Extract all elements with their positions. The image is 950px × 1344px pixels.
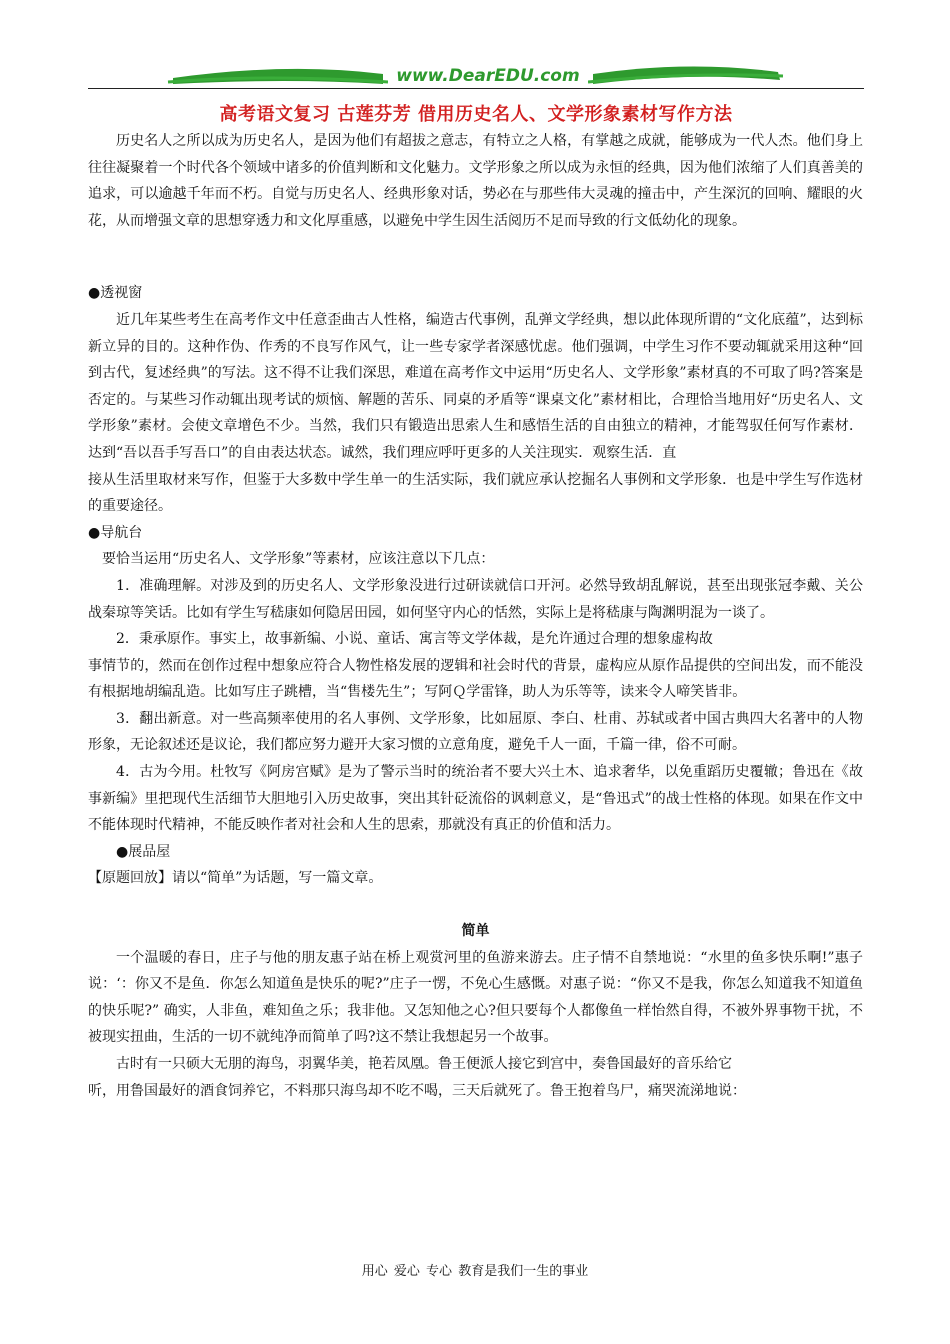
section-heading-exhibit: ●展品屋	[116, 843, 171, 860]
perspective-paragraph: 近几年某些考生在高考作文中任意歪曲古人性格，编造古代事例，乱弹文学经典，想以此体现所谓的“文化底蕴”，达到标新立异的目的。这种作伪、作秀的不良写作风气，让一些专家学者深感忧虑。他们强调，中学生习作不要动辄就采用这种“回到古代，复述经典”的写法。这不得不让我们深思，难道在高考作文中运用“历史名人、文学形象”素材真的不可取了吗?答案是否定的。与某些习作动辄出现考试的烦恼、解题的苦乐、同桌的矛盾等“课桌文化”素材相比，合理恰当地用好“历史名人、文学形象”素材。会使文章增色不少。当然，我们只有锻造出思索人生和感悟生活的自由独立的精神，才能驾驭任何写作素材．达到“吾以吾手写吾口”的自由表达状态。诚然，我们理应呼吁更多的人关注现实．观察生活．直	[88, 311, 863, 461]
essay-paragraph-1: 一个温暖的春日，庄子与他的朋友惠子站在桥上观赏河里的鱼游来游去。庄子情不自禁地说：“水里的鱼多快乐啊!”惠子说：‘：你又不是鱼．你怎么知道鱼是快乐的呢?”庄子一愣，不免心生感慨。对惠子说：“你又不是我，你怎么知道我不知道鱼的快乐呢?” 确实，人非鱼，难知鱼之乐；我非他。又怎知他之心?但只要每个人都像鱼一样怡然自得，不被外界事物干扰，不被现实扭曲，生活的一切不就纯净而简单了吗?这不禁让我想起另一个故事。	[88, 949, 863, 1046]
navigation-point-2a: 2．秉承原作。事实上，故事新编、小说、童话、寓言等文学体裁，是允许通过合理的想象虚构故	[116, 631, 713, 648]
navigation-point-4: 4．古为今用。杜牧写《阿房宫赋》是为了警示当时的统治者不要大兴土木、追求奢华，以免重蹈历史覆辙；鲁迅在《故事新编》里把现代生活细节大胆地引入历史故事，突出其针砭流俗的讽刺意义，是“鲁迅式”的战士性格的体现。如果在作文中不能体现时代精神，不能反映作者对社会和人生的思索，那就没有真正的价值和活力。	[88, 764, 863, 834]
perspective-paragraph-cont: 接从生活里取材来写作，但鉴于大多数中学生单一的生活实际，我们就应承认挖掘名人事例和文学形象．也是中学生写作选材的重要途径。	[88, 471, 863, 515]
essay-title: 简单	[461, 923, 490, 940]
essay-paragraph-2a: 古时有一只硕大无朋的海鸟，羽翼华美，艳若凤凰。鲁王便派人接它到宫中，奏鲁国最好的音乐给它	[116, 1056, 732, 1072]
document-body	[88, 128, 863, 1104]
navigation-lead: 要恰当运用“历史名人、文学形象”等素材，应该注意以下几点：	[102, 551, 495, 568]
essay-paragraph-2b: 听，用鲁国最好的酒食饲养它，不料那只海鸟却不吃不喝，三天后就死了。鲁王抱着鸟尸，痛哭流涕地说：	[88, 1082, 746, 1099]
navigation-point-3: 3．翻出新意。对一些高频率使用的名人事例、文学形象，比如屈原、李白、杜甫、苏轼或者中国古典四大名著中的人物形象，无论叙述还是议论，我们都应努力避开大家习惯的立意角度，避免千人一面，千篇一律，俗不可耐。	[88, 710, 863, 754]
section-heading-perspective: ●透视窗	[88, 285, 143, 302]
navigation-point-2b: 事情节的，然而在创作过程中想象应符合人物性格发展的逻辑和社会时代的背景，虚构应从原作品提供的空间出发，而不能没有根据地胡编乱造。比如写庄子跳槽，当“售楼先生”；写阿Ｑ学雷锋，助人为乐等等，读来令人啼笑皆非。	[88, 657, 863, 701]
header-rule	[88, 88, 864, 89]
intro-paragraph: 历史名人之所以成为历史名人，是因为他们有超拔之意志，有特立之人格，有掌越之成就，能够成为一代人杰。他们身上往往凝聚着一个时代各个领域中诸多的价值判断和文化魅力。文学形象之所以成为永恒的经典，因为他们浓缩了人们真善美的追求，可以逾越千年而不朽。自觉与历史名人、经典形象对话，势必在与那些伟大灵魂的撞击中，产生深沉的回响、耀眼的火花，从而增强文章的思想穿透力和文化厚重感，以避免中学生因生活阅历不足而导致的行文低幼化的现象。	[88, 133, 863, 229]
site-logo-text: www.DearEDU.com	[396, 66, 580, 86]
navigation-point-1: 1．准确理解。对涉及到的历史名人、文学形象没进行过研读就信口开河。必然导致胡乱解说，甚至出现张冠李戴、关公战秦琼等笑话。比如有学生写嵇康如何隐居田园，如何坚守内心的恬然，实际上是将嵇康与陶渊明混为一谈了。	[88, 577, 863, 621]
page-footer: 用心 爱心 专心 教育是我们一生的事业	[361, 1264, 589, 1279]
document-title: 高考语文复习 古莲芬芳 借用历史名人、文学形象素材写作方法	[219, 104, 733, 125]
exhibit-prompt: 【原题回放】请以“简单”为话题，写一篇文章。	[88, 870, 383, 887]
section-heading-navigation: ●导航台	[88, 524, 143, 541]
